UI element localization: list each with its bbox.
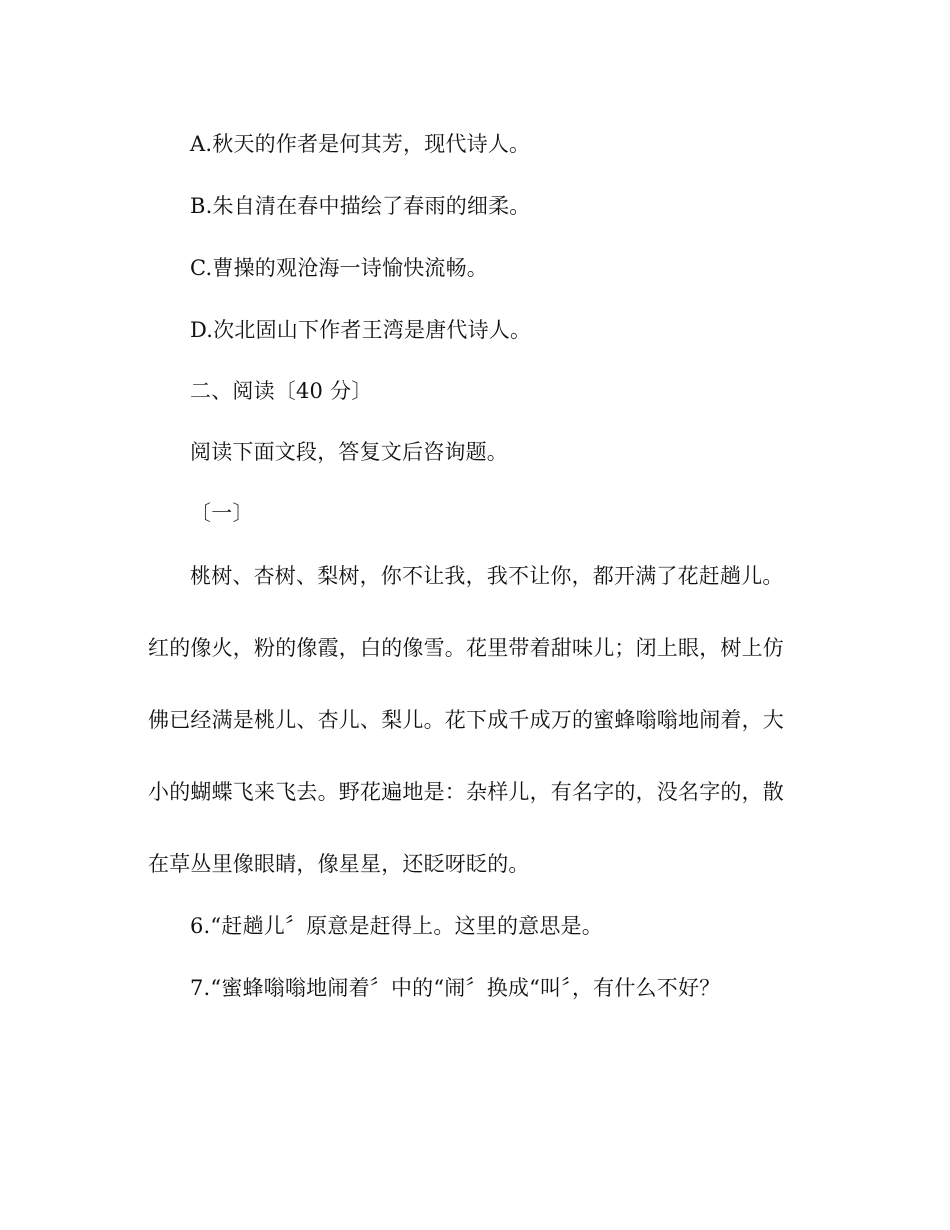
option-a: A.秋天的作者是何其芳，现代诗人。 — [190, 132, 531, 156]
passage-line: 红的像火，粉的像霞，白的像雪。花里带着甜味儿；闭上眼，树上仿 — [148, 636, 784, 660]
option-b: B.朱自清在春中描绘了春雨的细柔。 — [190, 194, 531, 218]
section-heading: 二、阅读〔40 分〕 — [190, 379, 373, 403]
option-d: D.次北固山下作者王湾是唐代诗人。 — [190, 318, 532, 342]
passage-line: 小的蝴蝶飞来飞去。野花遍地是：杂样儿，有名字的，没名字的，散 — [148, 780, 784, 804]
question-6: 6.“赶趟儿〞原意是赶得上。这里的意思是。 — [190, 914, 603, 938]
instruction-text: 阅读下面文段，答复文后咨询题。 — [190, 440, 508, 464]
passage-line: 桃树、杏树、梨树，你不让我，我不让你，都开满了花赶趟儿。 — [190, 564, 784, 588]
passage-line: 佛已经满是桃儿、杏儿、梨儿。花下成千成万的蜜蜂嗡嗡地闹着，大 — [148, 708, 784, 732]
passage-line: 在草丛里像眼睛，像星星，还眨呀眨的。 — [148, 852, 530, 876]
question-7: 7.“蜜蜂嗡嗡地闹着〞中的“闹〞换成“叫〞，有什么不好？ — [190, 976, 721, 1000]
subsection-label: 〔一〕 — [190, 501, 254, 525]
option-c: C.曹操的观沧海一诗愉快流畅。 — [190, 256, 488, 280]
